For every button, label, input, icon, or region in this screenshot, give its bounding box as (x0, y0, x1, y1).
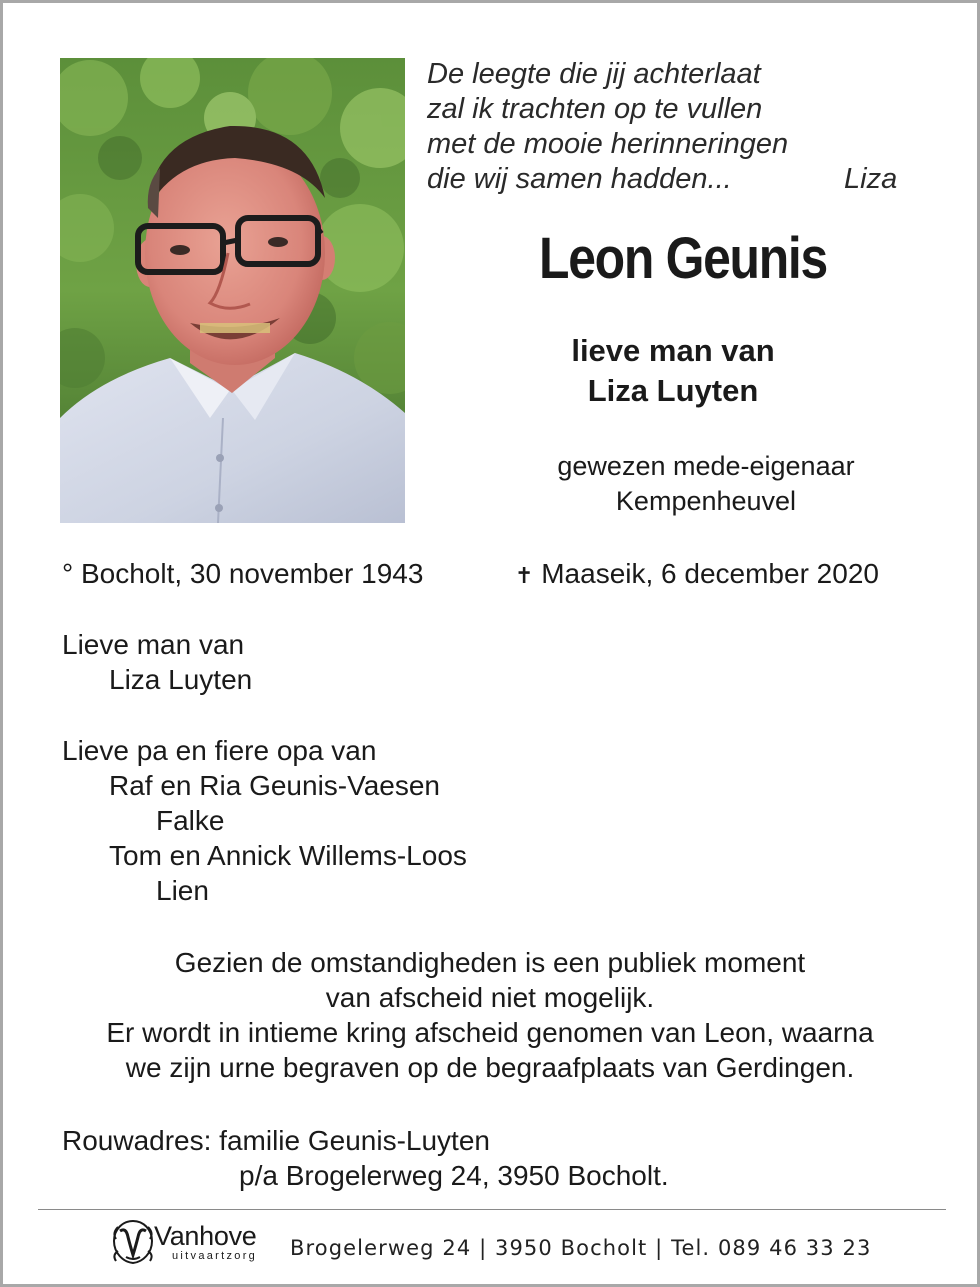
death-text: Maaseik, 6 december 2020 (541, 558, 879, 589)
notice-line: van afscheid niet mogelijk. (325, 982, 655, 1013)
death-cross-icon: ✝ (515, 564, 534, 589)
poem-line: zal ik trachten op te vullen (427, 93, 763, 125)
relation-line-2: Liza Luyten (587, 373, 759, 408)
address-street: p/a Brogelerweg 24, 3950 Bocholt. (239, 1160, 669, 1191)
deceased-name: Leon Geunis (539, 226, 827, 291)
children-intro: Lieve pa en fiere opa van (62, 735, 377, 766)
poem-signature: Liza (844, 163, 898, 195)
company-sub: uitvaartzorg (172, 1250, 258, 1262)
poem-line: die wij samen hadden... (427, 163, 732, 195)
child-2: Tom en Annick Willems-Loos (109, 840, 467, 871)
birth-date (62, 556, 423, 591)
death-date (515, 556, 879, 594)
poem (427, 57, 907, 197)
notice (3, 945, 977, 1085)
grandchild-2: Lien (156, 875, 209, 906)
child-1: Raf en Ria Geunis-Vaesen (109, 770, 440, 801)
address-label: Rouwadres: familie Geunis-Luyten (62, 1125, 490, 1156)
spouse-intro: Lieve man van (62, 629, 245, 660)
birth-symbol: ° (62, 558, 74, 589)
vanhove-emblem-icon (108, 1217, 158, 1267)
relation-line-1: lieve man van (571, 333, 775, 368)
notice-line: Er wordt in intieme kring afscheid genomen van Leon, waarna (106, 1017, 874, 1048)
portrait-photo (60, 58, 405, 523)
spouse-name: Liza Luyten (109, 664, 253, 695)
occupation-line-1: gewezen mede-eigenaar (557, 451, 855, 481)
notice-line: Gezien de omstandigheden is een publiek moment (174, 947, 806, 978)
company-name: Vanhove (154, 1221, 257, 1251)
poem-line: De leegte die jij achterlaat (427, 58, 761, 90)
footer-divider (38, 1209, 946, 1210)
poem-line: met de mooie herinneringen (427, 128, 789, 160)
footer-contact: Brogelerweg 24 | 3950 Bocholt | Tel. 089 46 33 23 (290, 1236, 872, 1260)
vanhove-logo (108, 1217, 278, 1267)
notice-line: we zijn urne begraven op de begraafplaats van Gerdingen. (125, 1052, 855, 1083)
grandchild-1: Falke (156, 805, 225, 836)
birth-text: Bocholt, 30 november 1943 (80, 558, 424, 589)
occupation-line-2: Kempenheuvel (615, 486, 797, 516)
